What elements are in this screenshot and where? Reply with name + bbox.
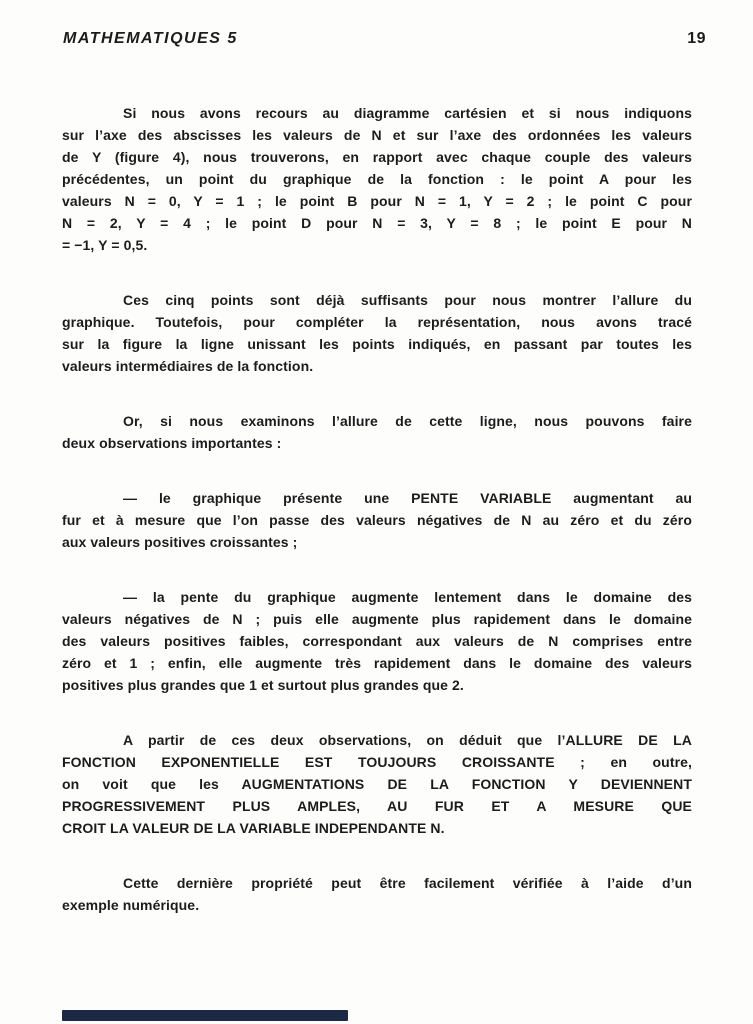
text-line: — la pente du graphique augmente lentement dans le domaine des (123, 589, 692, 605)
text-line: deux observations importantes : (62, 435, 282, 451)
paragraph (62, 289, 692, 377)
text-line: valeurs négatives de N ; puis elle augmente plus rapidement dans le domaine (62, 611, 692, 627)
text-line: A partir de ces deux observations, on déduit que l’ALLURE DE LA (123, 732, 692, 748)
text-line: des valeurs positives faibles, correspondant aux valeurs de N comprises entre (62, 633, 692, 649)
text-line: précédentes, un point du graphique de la fonction : le point A pour les (62, 171, 692, 187)
text-line: sur l’axe des abscisses les valeurs de N et sur l’axe des ordonnées les valeurs (62, 127, 692, 143)
text-line: FONCTION EXPONENTIELLE EST TOUJOURS CROISSANTE ; en outre, (62, 754, 692, 770)
text-line: Ces cinq points sont déjà suffisants pour nous montrer l’allure du (123, 292, 692, 308)
scan-artifact-bar (62, 1010, 348, 1021)
page-number: 19 (687, 30, 706, 47)
text-line: PROGRESSIVEMENT PLUS AMPLES, AU FUR ET A MESURE QUE (62, 798, 692, 814)
document-body (62, 102, 692, 916)
text-line: Or, si nous examinons l’allure de cette ligne, nous pouvons faire (123, 413, 692, 429)
text-line: valeurs intermédiaires de la fonction. (62, 358, 314, 374)
text-line: on voit que les AUGMENTATIONS DE LA FONCTION Y DEVIENNENT (62, 776, 692, 792)
paragraph (62, 872, 692, 916)
text-line: sur la figure la ligne unissant les points indiqués, en passant par toutes les (62, 336, 692, 352)
paragraph (62, 586, 692, 696)
paragraph (62, 487, 692, 553)
text-line: aux valeurs positives croissantes ; (62, 534, 298, 550)
text-line: CROIT LA VALEUR DE LA VARIABLE INDEPENDANTE N. (62, 820, 445, 836)
page-header (63, 30, 706, 48)
text-line: valeurs N = 0, Y = 1 ; le point B pour N = 1, Y = 2 ; le point C pour (62, 193, 692, 209)
text-line: N = 2, Y = 4 ; le point D pour N = 3, Y = 8 ; le point E pour N (62, 215, 692, 231)
paragraph (62, 102, 692, 256)
text-line: — le graphique présente une PENTE VARIABLE augmentant au (123, 490, 692, 506)
paragraph (62, 729, 692, 839)
text-line: Cette dernière propriété peut être facilement vérifiée à l’aide d’un (123, 875, 692, 891)
page-title: MATHEMATIQUES 5 (63, 30, 238, 47)
text-line: fur et à mesure que l’on passe des valeurs négatives de N au zéro et du zéro (62, 512, 692, 528)
text-line: graphique. Toutefois, pour compléter la représentation, nous avons tracé (62, 314, 692, 330)
text-line: de Y (figure 4), nous trouverons, en rapport avec chaque couple des valeurs (62, 149, 692, 165)
text-line: = −1, Y = 0,5. (62, 237, 148, 253)
text-line: exemple numérique. (62, 897, 200, 913)
text-line: zéro et 1 ; enfin, elle augmente très rapidement dans le domaine des valeurs (62, 655, 692, 671)
paragraph (62, 410, 692, 454)
text-line: Si nous avons recours au diagramme cartésien et si nous indiquons (123, 105, 692, 121)
text-line: positives plus grandes que 1 et surtout plus grandes que 2. (62, 677, 464, 693)
